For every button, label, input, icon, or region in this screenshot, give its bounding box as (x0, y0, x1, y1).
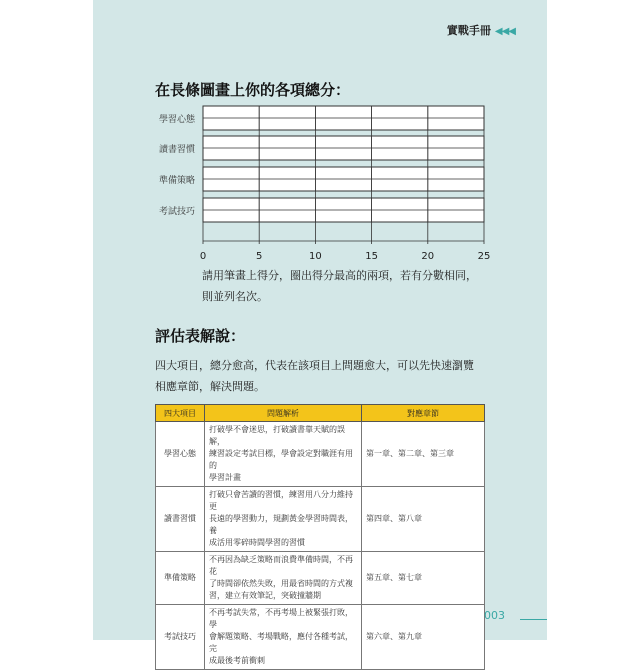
analysis-line: 不再考試失常，不再考場上被緊張打敗，學 (209, 608, 353, 629)
row-chapters: 第四章、第八章 (362, 487, 485, 552)
table-row (156, 422, 485, 487)
header-chapters: 對應章節 (362, 405, 485, 422)
row-category: 學習心態 (156, 422, 205, 487)
row-analysis (205, 422, 362, 487)
x-tick-label: 20 (421, 251, 435, 262)
category-label: 學習心態 (158, 115, 195, 125)
header-category: 四大項目 (156, 405, 205, 422)
analysis-line: 成活用零碎時間學習的習慣 (209, 538, 305, 547)
analysis-line: 不再因為缺乏策略而浪費準備時間，不再花 (209, 555, 353, 576)
row-category: 考試技巧 (156, 605, 205, 670)
category-label: 準備策略 (158, 176, 195, 186)
x-tick-label: 0 (199, 251, 207, 262)
table-row (156, 605, 485, 670)
row-category: 讀書習慣 (156, 487, 205, 552)
category-label: 考試技巧 (158, 207, 195, 217)
explanation-line-1: 四大項目，總分愈高，代表在該項目上問題愈大，可以先快速瀏覽 (155, 359, 474, 372)
x-tick-label: 15 (365, 251, 378, 262)
x-tick-label: 5 (256, 251, 263, 262)
table-row (156, 552, 485, 605)
header-analysis: 問題解析 (205, 405, 362, 422)
analysis-line: 長遠的學習動力，規劃黃金學習時間表，養 (209, 514, 353, 535)
explanation-line-2: 相應章節，解決問題。 (155, 380, 265, 393)
header-title: 實戰手冊 (446, 24, 491, 37)
row-analysis (205, 487, 362, 552)
section-title-bar-chart: 在長條圖畫上你的各項總分： (155, 81, 351, 99)
x-tick-label: 10 (309, 251, 322, 262)
analysis-line: 學習計畫 (209, 473, 241, 482)
section-title-explanation: 評估表解說： (155, 327, 246, 345)
row-chapters: 第五章、第七章 (362, 552, 485, 605)
triple-arrow-icon: ◀◀◀ (494, 26, 515, 37)
explanation-text (155, 355, 555, 397)
analysis-line: 練習設定考試目標，學會設定對職涯有用的 (209, 449, 353, 470)
page-number: 003 (484, 609, 505, 622)
category-label: 讀書習慣 (158, 145, 195, 155)
row-chapters: 第一章、第二章、第三章 (362, 422, 485, 487)
x-tick-label: 25 (477, 251, 491, 262)
row-chapters: 第六章、第九章 (362, 605, 485, 670)
table-row (156, 487, 485, 552)
row-analysis (205, 605, 362, 670)
analysis-line: 成最後考前衝刺 (209, 656, 265, 665)
instruction-text (202, 265, 572, 307)
footer-rule (520, 619, 547, 620)
analysis-line: 習，建立有效筆記，突破撞牆期 (209, 591, 321, 600)
instruction-line-1: 請用筆畫上得分，圈出得分最高的兩項，若有分數相同， (202, 269, 477, 282)
analysis-line: 了時間卻依然失敗，用最省時間的方式複 (209, 579, 353, 588)
analysis-line: 打破學不會迷思，打破讀書靠天賦的誤解， (209, 425, 345, 446)
table-header-row (156, 405, 485, 422)
analysis-line: 打破只會苦讀的習慣，練習用八分力維持更 (209, 490, 353, 511)
analysis-line: 會解題策略、考場戰略，應付各種考試，完 (209, 632, 353, 653)
assessment-table (155, 404, 485, 670)
instruction-line-2: 則並列名次。 (202, 290, 268, 303)
row-category: 準備策略 (156, 552, 205, 605)
row-analysis (205, 552, 362, 605)
